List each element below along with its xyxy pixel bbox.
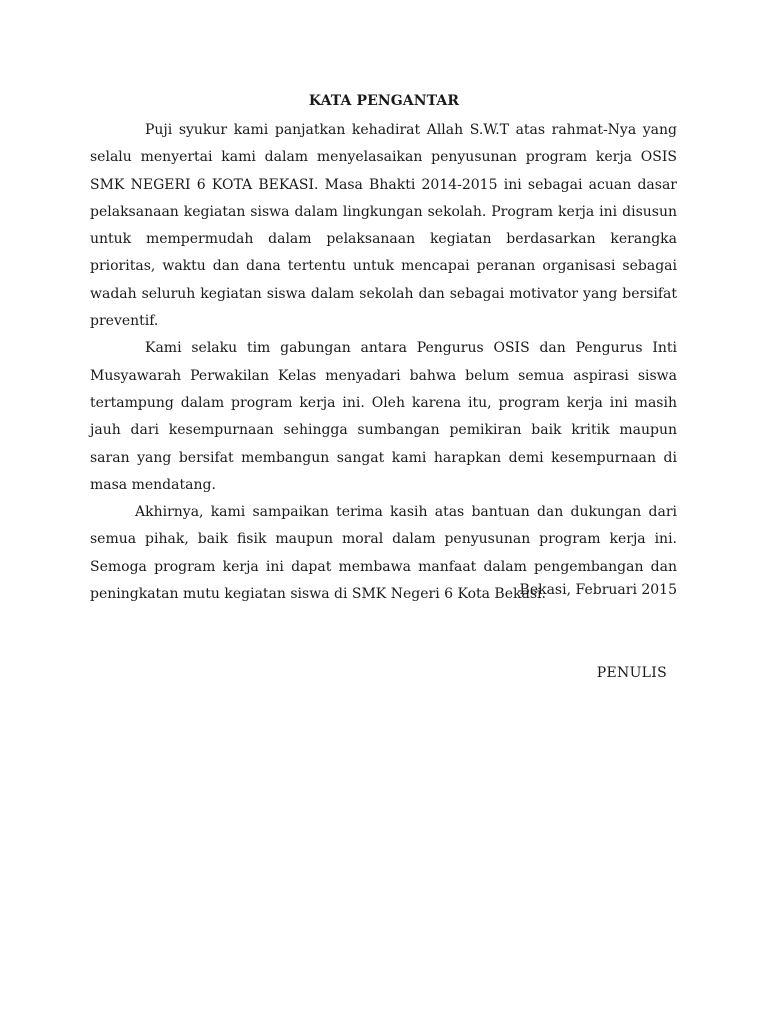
paragraph-1: Puji syukur kami panjatkan kehadirat Allah S.W.T atas rahmat-Nya yang selalu menyertai kami dalam menyelasaikan penyusunan program kerja OSIS SMK NEGERI 6 KOTA BEKASI. Masa Bhakti 2014-2015 ini sebagai acuan dasar pelaksanaan kegiatan siswa dalam lingkungan sekolah. Program kerja ini disusun untuk mempermudah dalam pelaksanaan kegiatan berdasarkan kerangka prioritas, waktu dan dana tertentu untuk mencapai peranan organisasi sebagai wadah seluruh kegiatan siswa dalam sekolah dan sebagai motivator yang bersifat preventif. [90, 122, 677, 330]
paragraph-2: Kami selaku tim gabungan antara Pengurus OSIS dan Pengurus Inti Musyawarah Perwakilan Kelas menyadari bahwa belum semua aspirasi siswa tertampung dalam program kerja ini. Oleh karena itu, program kerja ini masih jauh dari kesempurnaan sehingga sumbangan pemikiran baik kritik maupun saran yang bersifat membangun sangat kami harapkan demi kesempurnaan di masa mendatang. [90, 340, 677, 493]
signature-label: PENULIS [596, 665, 667, 681]
document-body [90, 117, 677, 608]
paragraph-3: Akhirnya, kami sampaikan terima kasih atas bantuan dan dukungan dari semua pihak, baik fisik maupun moral dalam penyusunan program kerja ini. Semoga program kerja ini dapat membawa manfaat dalam pengembangan dan peningkatan mutu kegiatan siswa di SMK Negeri 6 Kota Bekasi. [90, 504, 677, 603]
place-date: Bekasi, Februari 2015 [519, 582, 677, 598]
page-title: KATA PENGANTAR [308, 93, 460, 109]
